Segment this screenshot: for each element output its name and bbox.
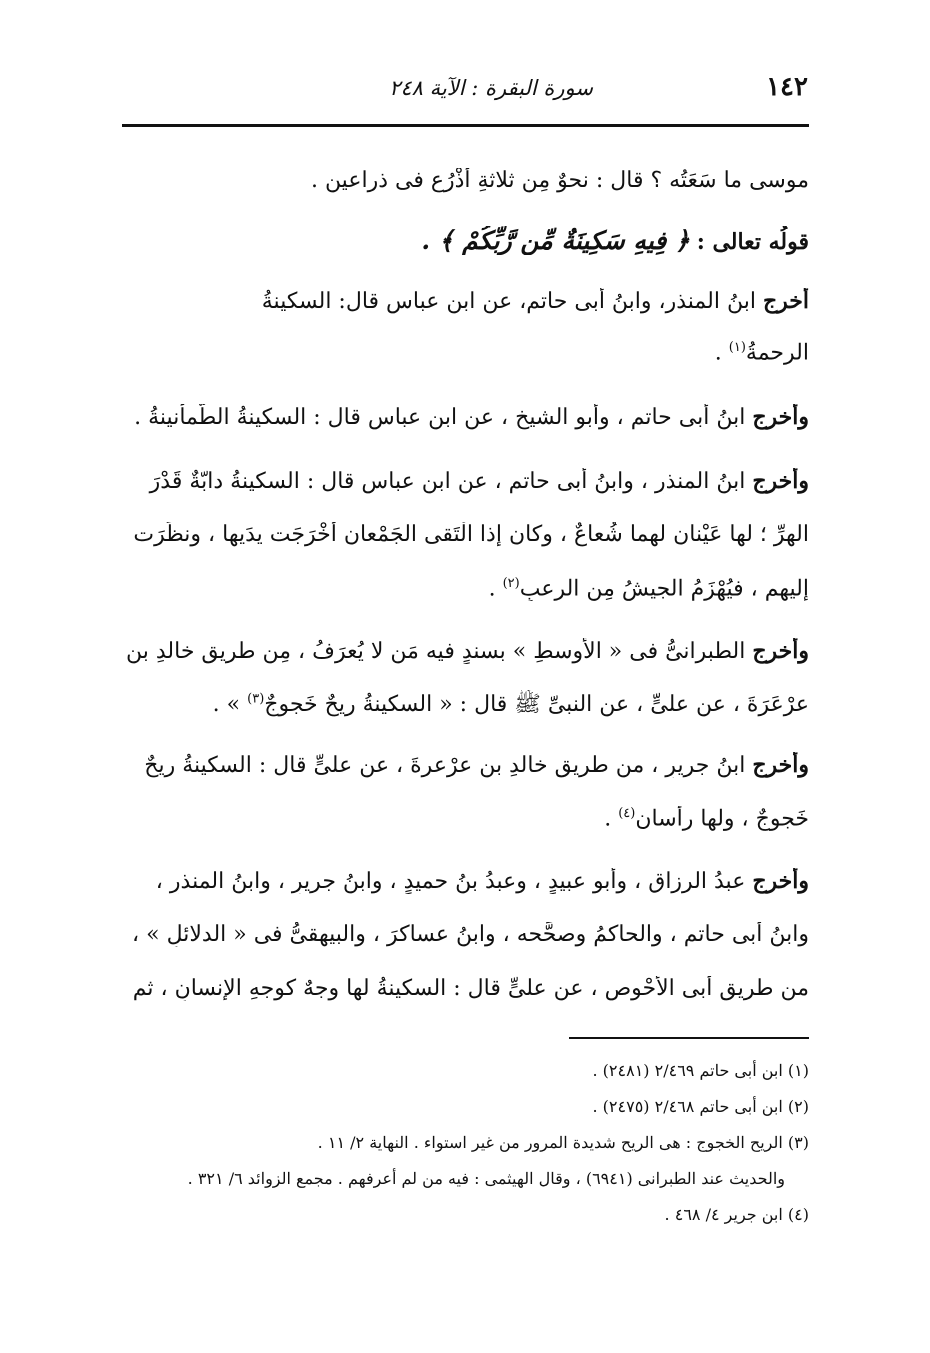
paragraph-3-line-1: [119, 468, 809, 494]
running-title: سورة البقرة : الآية ٢٤٨: [389, 76, 593, 100]
footnote-marker: (٣): [247, 691, 265, 707]
narration-lead: وأخرج: [752, 638, 809, 664]
paragraph-2-line-1: [119, 404, 809, 430]
footnote-4: (٤) ابن جرير ٤/ ٤٦٨ .: [664, 1205, 809, 1224]
text-line-content: من طريقِ أبى الأحْوصِ ، عن علىٍّ قال : السكينةُ لها وجهٌ كوجهِ الإنسانِ ، ثم: [132, 976, 809, 1001]
paragraph-1-line-1: [119, 288, 809, 314]
narration-lead: أخرج: [762, 288, 809, 314]
text-line-content: وابنُ أبى حاتمٍ ، والحاكمُ وصحَّحه ، وابنُ عساكرَ ، والبيهقىُّ فى « الدلائلِ » ،: [132, 922, 809, 947]
text-line-content: ابنُ المنذرِ، وابنُ أبى حاتمٍ، عن ابنِ عباسٍ قال: السكينةُ: [261, 289, 763, 314]
header-rule: [122, 124, 809, 127]
paragraph-5-line-2: [119, 806, 809, 831]
narration-lead: وأخرج: [752, 868, 809, 894]
page-header: [122, 72, 808, 112]
text-line-content: إليهم ، فيُهْزَمُ الجيشُ مِن الرعبِ: [519, 576, 809, 602]
narration-lead: وأخرج: [752, 752, 809, 778]
text-line-end: .: [714, 340, 729, 366]
paragraph-6-line-1: [119, 868, 809, 894]
text-line-content: الهِرِّ ؛ لها عَيْنان لهما شُعاعٌ ، وكان إذا الْتَقى الجَمْعان أخْرَجَت يدَيها ، ونظَرَت: [133, 522, 809, 547]
paragraph-5-line-1: [119, 752, 809, 778]
paragraph-6-line-3: [119, 976, 809, 1001]
text-line-content: عرْعَرَةَ ، عن علىٍّ ، عن النبىِّ ﷺ قال : « السكينةُ ريحٌ خَجوجٌ: [264, 692, 809, 717]
text-line-end: .: [604, 806, 619, 832]
verse-lead: قولُه تعالى :: [696, 229, 809, 255]
text-line-content: عبدُ الرزاقِ ، وأبو عبيدٍ ، وعبدُ بنُ حميدٍ ، وابنُ جريرٍ ، وابنُ المنذرِ ،: [155, 869, 753, 894]
text-line: [119, 168, 809, 193]
footnote-1: (١) ابن أبى حاتم ٢/٤٦٩ (٢٤٨١) .: [592, 1061, 809, 1080]
text-line-content: خَجوجٌ ، ولها رأسان: [635, 806, 809, 832]
paragraph-4-line-2: [119, 690, 809, 722]
paragraph-1-line-2: [119, 340, 809, 365]
footnote-separator: [569, 1037, 809, 1039]
page-number: ١٤٢: [766, 72, 808, 102]
text-line-content: ابنُ المنذرِ ، وابنُ أبى حاتمٍ ، عن ابنِ عباسٍ قال : السكينةُ دابّةٌ قَدْرَ: [149, 469, 753, 494]
text-line-content: موسى ما سَعَتُه ؟ قال : نحوٌ مِن ثلاثةِ أذْرُعٍ فى ذراعين .: [310, 168, 809, 193]
footnote-2: (٢) ابن أبى حاتم ٢/٤٦٨ (٢٤٧٥) .: [592, 1097, 809, 1116]
verse-heading: [119, 226, 809, 255]
footnote-3: (٣) الريح الخجوج : هى الريح شديدة المرور من غير استواء . النهاية ٢/ ١١ .: [317, 1133, 809, 1152]
narration-lead: وأخرج: [752, 404, 809, 430]
narration-lead: وأخرج: [752, 468, 809, 494]
text-line-end: .: [488, 576, 503, 602]
footnote-marker: (٢): [502, 576, 520, 591]
text-line-content: ابنُ جريرٍ ، من طريقِ خالدِ بنِ عرْعرةَ ، عن علىٍّ قال : السكينةُ ريحٌ: [144, 753, 753, 778]
quran-verse: ﴿ فِيهِ سَكِينَةٌ مِّن رَّبِّكُمْ ﴾ .: [421, 226, 690, 255]
footnote-3-continuation: والحديث عند الطبرانى (٦٩٤١) ، وقال الهيثمى : فيه من لم أعرفهم . مجمع الزوائد ٦/ ٣٢١ .: [187, 1169, 785, 1188]
text-line-content: ابنُ أبى حاتمٍ ، وأبو الشيخِ ، عن ابنِ عباسٍ قال : السكينةُ الطُّمأنينةُ .: [134, 405, 753, 430]
paragraph-4-line-1: [119, 638, 809, 664]
text-line-content: الرحمةُ: [745, 340, 809, 366]
text-line-end: » .: [212, 692, 248, 717]
footnote-marker: (٤): [618, 806, 636, 821]
paragraph-3-line-2: [119, 522, 809, 547]
paragraph-3-line-3: [119, 576, 809, 601]
paragraph-6-line-2: [119, 922, 809, 947]
footnote-marker: (١): [728, 340, 746, 355]
text-line-content: الطبرانىُّ فى « الأوسطِ » بسندٍ فيه مَن لا يُعرَفُ ، مِن طريقِ خالدِ بنِ: [126, 639, 753, 664]
